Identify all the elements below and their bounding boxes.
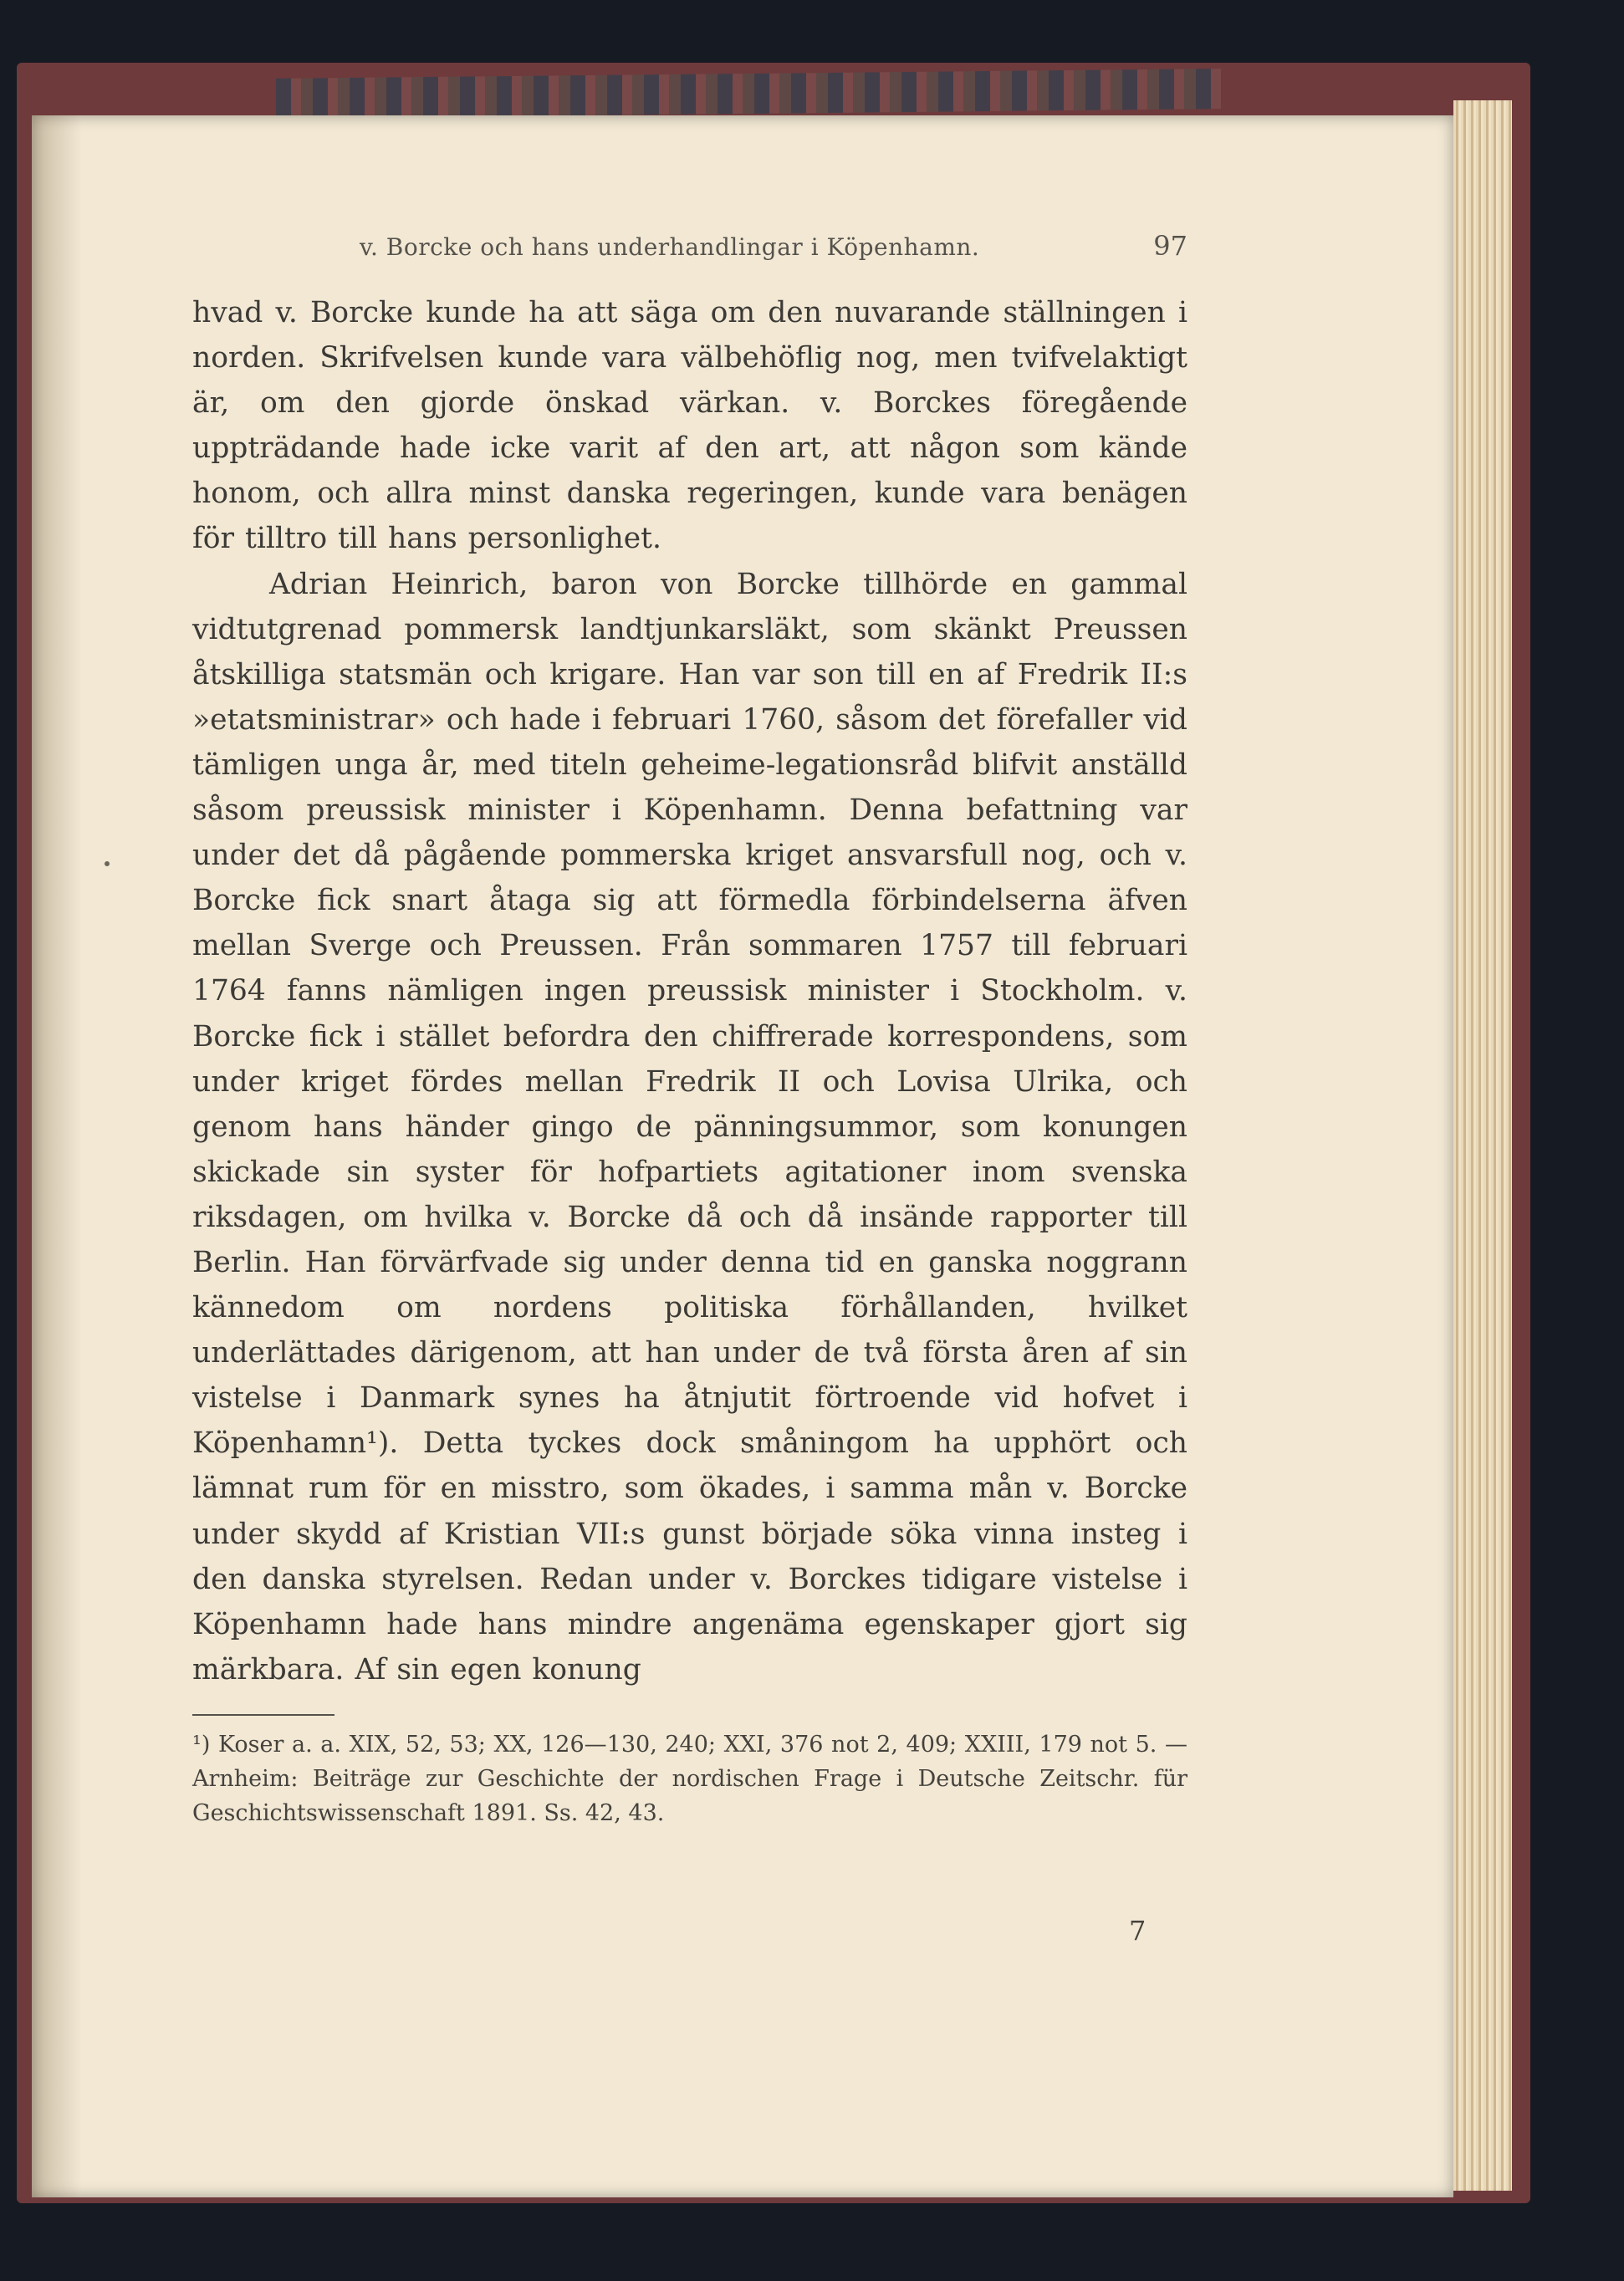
page-number: 97 — [1153, 230, 1187, 262]
signature-mark: 7 — [1129, 1915, 1147, 1947]
page-edges — [1453, 100, 1512, 2191]
running-head — [192, 222, 1187, 272]
footnote-rule — [192, 1714, 335, 1716]
footnote: ¹) Koser a. a. XIX, 52, 53; XX, 126—130, 240; XXI, 376 not 2, 409; XXIII, 179 not 5. — Arnheim: Beiträge zur Geschichte der nordischen Frage i Deutsche Zeitschr. für Geschichtswissenschaft 1891. Ss. 42, 43. — [192, 1731, 1187, 1826]
paragraph-2: Adrian Heinrich, baron von Borcke tillhörde en gammal vidtutgrenad pommersk landtjunkarsläkt, som skänkt Preussen åtskilliga statsmän och krigare. Han var son till en af Fredrik II:s »etatsministrar» och hade i februari 1760, såsom det förefaller vid tämligen unga år, med titeln geheime-legationsråd blifvit anställd såsom preussisk minister i Köpenhamn. Denna befattning var under det då pågående pommerska kriget ansvarsfull nog, och v. Borcke fick snart åtaga sig att förmedla förbindelserna äfven mellan Sverge och Preussen. Från sommaren 1757 till februari 1764 fanns nämligen ingen preussisk minister i Stockholm. v. Borcke fick i stället befordra den chiffrerade korrespondens, som under kriget fördes mellan Fredrik II och Lovisa Ulrika, och genom hans händer gingo de pänningsummor, som konungen skickade sin syster för hofpartiets agitationer inom svenska riksdagen, om hvilka v. Borcke då och då insände rapporter till Berlin. Han förvärfvade sig under denna tid en ganska noggrann kännedom om nordens politiska förhållanden, hvilket underlättades därigenom, att han under de två första åren af sin vistelse i Danmark synes ha åtnjutit förtroende vid hofvet i Köpenhamn¹). Detta tyckes dock småningom ha upphört och lämnat rum för en misstro, som ökades, i samma mån v. Borcke under skydd af Kristian VII:s gunst började söka vinna insteg i den danska styrelsen. Redan under v. Borckes tidigare vistelse i Köpenhamn hade hans mindre angenäma egenskaper gjort sig märkbara. Af sin egen konung — [192, 567, 1187, 1687]
gutter-shadow — [32, 115, 82, 2197]
body-text — [192, 290, 1187, 1692]
running-title: v. Borcke och hans underhandlingar i Köpenhamn. — [360, 233, 980, 261]
paragraph-1: hvad v. Borcke kunde ha att säga om den nuvarande ställningen i norden. Skrifvelsen kunde vara välbehöflig nog, men tvifvelaktigt är, om den gjorde önskad värkan. v. Borckes föregående uppträdande hade icke varit af den art, att någon som kände honom, och allra minst danska regeringen, kunde vara benägen för tilltro till hans personlighet. — [192, 296, 1187, 556]
page-content — [192, 222, 1187, 1830]
margin-speck — [105, 861, 110, 866]
